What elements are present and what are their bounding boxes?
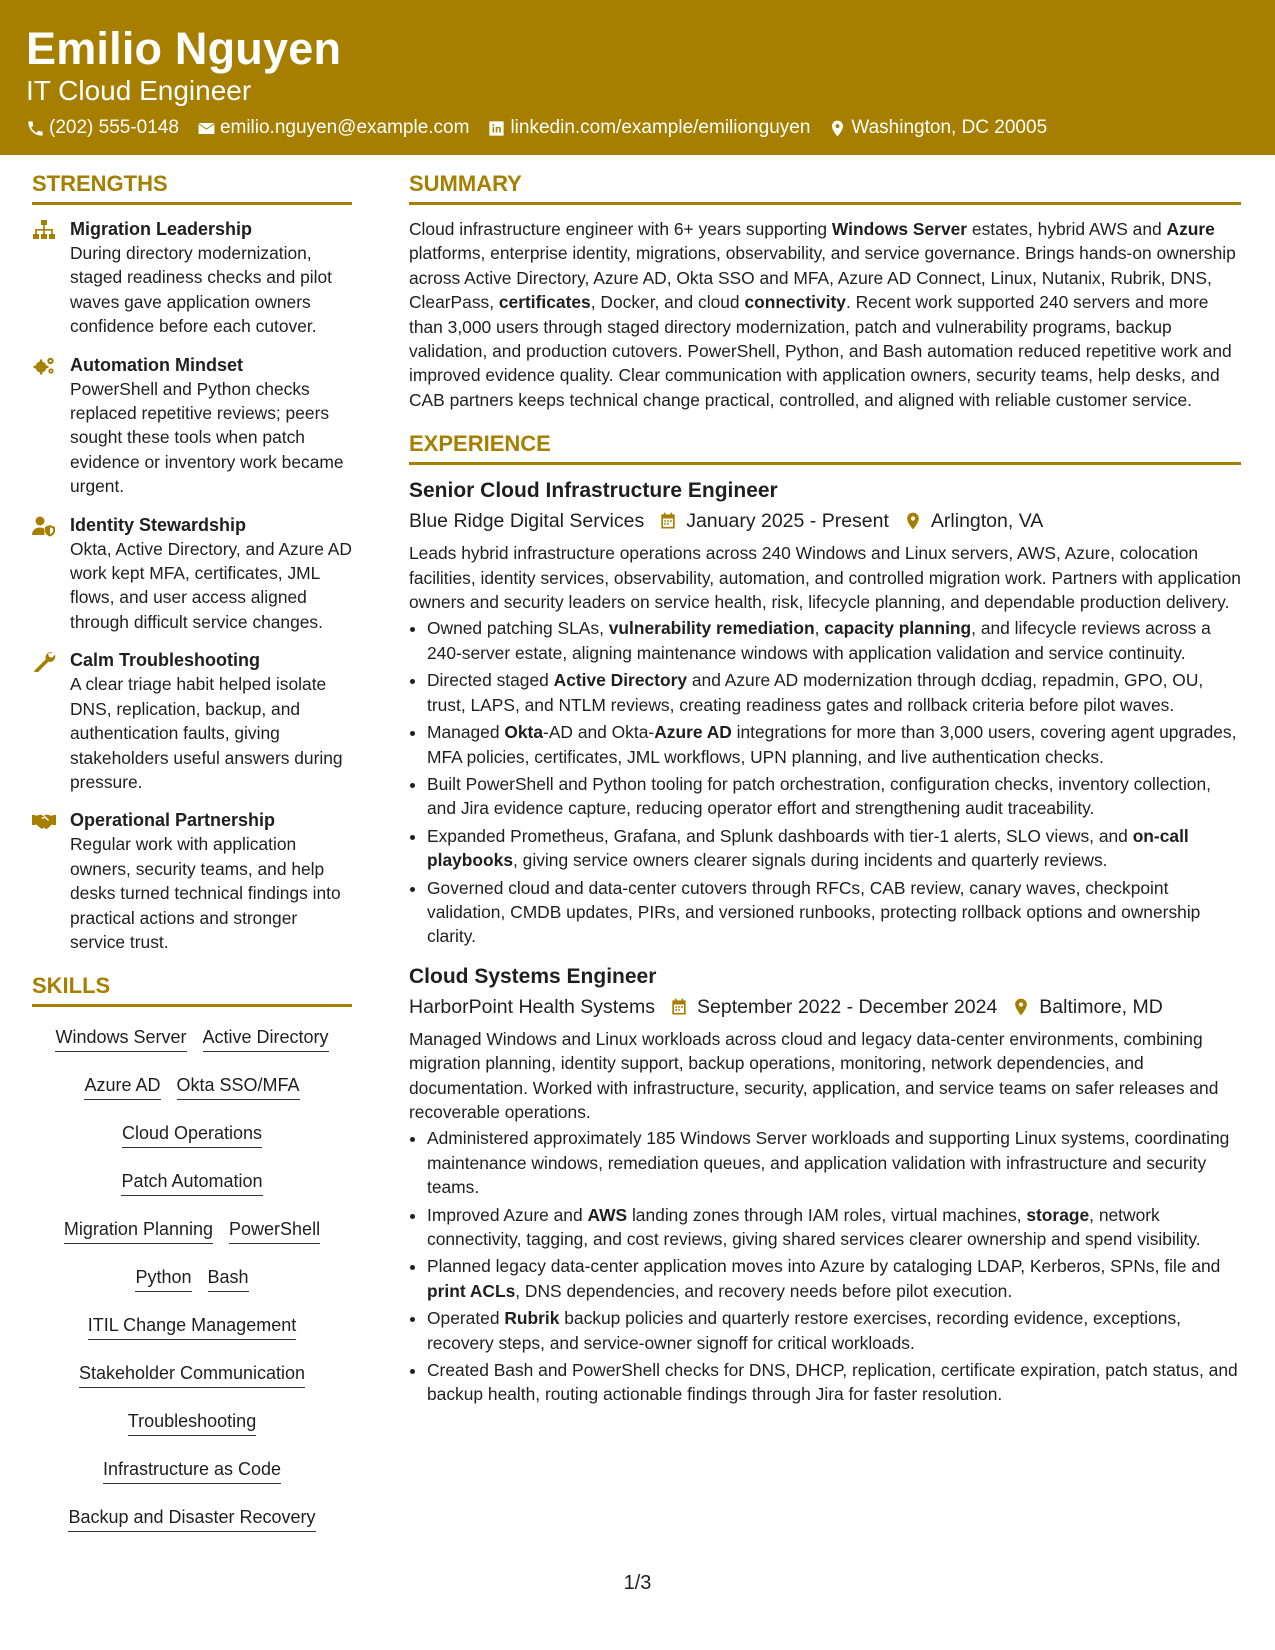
strength-text: Okta, Active Directory, and Azure AD work kept MFA, certificates, JML flows, and user access aligned through difficult service changes. [70,538,352,632]
strength-text: Regular work with application owners, security teams, and help desks turned technical findings into practical actions and stronger service trust. [70,834,341,952]
gears-icon [32,355,56,377]
contact-phone-text: (202) 555-0148 [49,117,179,138]
location-pin-icon [828,119,847,138]
strength-title: Calm Troubleshooting [70,650,261,671]
page-number: 1/3 [623,1572,652,1594]
contact-email[interactable] [197,115,470,141]
wrench-icon [32,650,56,672]
job-bullet: • Managed Okta-AD and Okta-Azure AD integrations for more than 3,000 users, covering agent upgrades, MFA policies, certificates, JML workflows, UPN planning, and live authentication checks. [427,720,1241,769]
location-pin-icon [1011,997,1031,1017]
summary-text: Cloud infrastructure engineer with 6+ years supporting Windows Server estates, hybrid AWS and Azure platforms, enterprise identity, migrations, observability, and service governance. Brings hands-on ownership across Active Directory, Azure AD, Okta SSO and MFA, Azure AD Connect, Linux, Nutanix, Rubrik, DNS, ClearPass, certificates, Docker, and cloud connectivity. Recent work supported 240 servers and more than 3,000 users through staged directory modernization, patch and vulnerability programs, backup validation, and production cutovers. PowerShell, Python, and Bash automation reduced repetitive work and improved evidence quality. Clear communication with application owners, security teams, help desks, and CAB partners keeps technical change practical, controlled, and aligned with reliable customer service. [409,219,1236,410]
job-bullets [409,1126,1241,1406]
strength-title: Migration Leadership [70,219,253,239]
strength-item [32,353,352,499]
job-title: Senior Cloud Infrastructure Engineer [409,479,778,503]
envelope-icon [197,119,216,138]
skill-tag: Cloud Operations [122,1121,262,1148]
job-company: Blue Ridge Digital Services [409,510,645,533]
job-bullet: • Improved Azure and AWS landing zones through IAM roles, virtual machines, storage, network connectivity, tagging, and cost reviews, giving shared services clearer ownership and spend visibility. [427,1203,1241,1252]
strength-item [32,808,352,954]
skill-tag: ITIL Change Management [88,1313,296,1340]
job-title: Cloud Systems Engineer [409,964,657,988]
job-bullet: • Created Bash and PowerShell checks for DNS, DHCP, replication, certificate expiration, patch status, and backup health, routing actionable findings through Jira for faster resolution. [427,1358,1241,1407]
job-location: Baltimore, MD [1039,995,1163,1018]
skill-tag: Okta SSO/MFA [177,1073,300,1100]
strength-item [32,217,352,339]
calendar-icon [669,997,689,1017]
right-column [409,170,1241,1421]
skill-tag: Troubleshooting [128,1409,256,1436]
job-entry [409,963,1241,1407]
contact-linkedin-text[interactable]: linkedin.com/example/emilionguyen [510,117,811,138]
contact-linkedin[interactable] [487,115,810,141]
job-entry [409,477,1241,949]
experience-heading: EXPERIENCE [409,430,1241,465]
contact-phone [26,115,179,141]
strength-text: PowerShell and Python checks replaced repetitive reviews; peers sought these tools when patch evidence or inventory work became urgent. [70,378,344,497]
job-bullet: • Governed cloud and data-center cutovers through RFCs, CAB review, canary waves, checkpoint validation, CMDB updates, PIRs, and versioned runbooks, protecting rollback options and ownership clarity. [427,876,1241,949]
user-shield-icon [32,515,56,537]
job-company: HarborPoint Health Systems [409,995,656,1018]
strength-item [32,648,352,794]
phone-icon [26,119,45,138]
strength-title: Identity Stewardship [70,514,247,535]
strength-text: During directory modernization, staged readiness checks and pilot waves gave application owners confidence before each cutover. [70,243,332,337]
skill-tag: Backup and Disaster Recovery [68,1505,315,1532]
skills-list [32,1019,352,1547]
job-description: Managed Windows and Linux workloads across cloud and legacy data-center environments, combining migration planning, identity support, backup operations, monitoring, network dependencies, and documentation. Worked with infrastructure, security, application, and service teams on safer releases and recoverable operations. [409,1028,1219,1122]
job-bullet: • Built PowerShell and Python tooling for patch orchestration, configuration checks, inventory collection, and Jira evidence capture, reducing operator effort and strengthening audit traceability. [427,772,1241,821]
skill-tag: Migration Planning [64,1217,213,1244]
job-bullet: • Owned patching SLAs, vulnerability remediation, capacity planning, and lifecycle reviews across a 240-server estate, aligning maintenance windows with application validation and service continuity. [427,616,1241,665]
contact-location [828,115,1047,141]
job-bullet: • Operated Rubrik backup policies and quarterly restore exercises, recording evidence, exceptions, recovery steps, and service-owner signoff for critical workloads. [427,1306,1241,1355]
job-meta [409,993,1241,1021]
strength-text: A clear triage habit helped isolate DNS, replication, backup, and authentication faults, giving stakeholders useful answers during pressure. [70,674,343,792]
skill-tag: Stakeholder Communication [79,1361,305,1388]
skill-tag: Infrastructure as Code [103,1457,281,1484]
skill-tag: Python [135,1265,191,1292]
job-dates: January 2025 - Present [686,510,889,533]
calendar-icon [658,511,678,531]
skill-tag: Active Directory [203,1025,329,1052]
strength-title: Automation Mindset [70,354,243,375]
contact-bar [26,115,1047,141]
contact-location-text: Washington, DC 20005 [851,117,1048,138]
linkedin-icon [487,119,506,138]
job-bullets [409,616,1241,948]
job-location: Arlington, VA [930,510,1044,533]
job-description: Leads hybrid infrastructure operations across 240 Windows and Linux servers, AWS, Azure, colocation facilities, identity services, observability, automation, and controlled migration work. Partners with application owners and security leaders on service health, risk, lifecycle planning, and dependable production delivery. [409,543,1241,613]
strengths-heading: STRENGTHS [32,170,352,205]
job-bullet: • Expanded Prometheus, Grafana, and Splunk dashboards with tier-1 alerts, SLO views, and on-call playbooks, giving service owners clearer signals during incidents and quarterly reviews. [427,824,1241,873]
location-pin-icon [903,511,923,531]
skill-tag: Windows Server [55,1025,186,1052]
contact-email-text[interactable]: emilio.nguyen@example.com [219,117,470,138]
skills-heading: SKILLS [32,972,352,1007]
candidate-name: Emilio Nguyen [26,23,342,74]
job-dates: September 2022 - December 2024 [697,995,998,1018]
strength-title: Operational Partnership [70,810,276,831]
skill-tag: Azure AD [84,1073,160,1100]
resume-header [0,0,1275,155]
skill-tag: Bash [208,1265,249,1292]
org-chart-icon [32,219,56,241]
left-column [32,170,352,1547]
job-bullet: • Directed staged Active Directory and Azure AD modernization through dcdiag, repadmin, GPO, OU, trust, LAPS, and NTLM reviews, creating readiness gates and rollback criteria before pilot waves. [427,668,1241,717]
candidate-title: IT Cloud Engineer [26,75,252,106]
skill-tag: Patch Automation [121,1169,262,1196]
handshake-icon [32,810,56,832]
summary-heading: SUMMARY [409,170,1241,205]
strength-item [32,513,352,635]
skill-tag: PowerShell [229,1217,320,1244]
job-meta [409,507,1241,535]
job-bullet: • Administered approximately 185 Windows Server workloads and supporting Linux systems, coordinating maintenance windows, remediation queues, and application validation with infrastructure and security teams. [427,1126,1241,1199]
job-bullet: • Planned legacy data-center application moves into Azure by cataloging LDAP, Kerberos, SPNs, file and print ACLs, DNS dependencies, and recovery needs before pilot execution. [427,1254,1241,1303]
